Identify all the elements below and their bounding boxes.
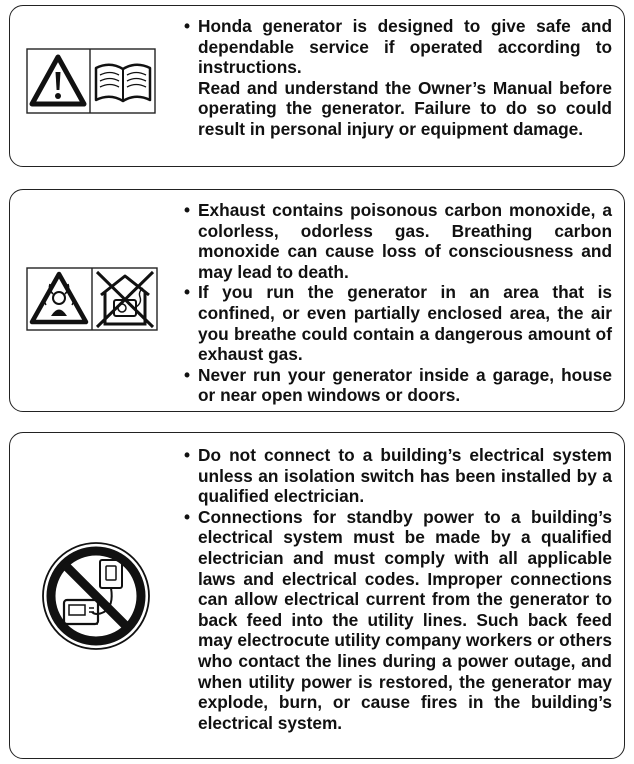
item-text: If you run the generator in an area that is confined, or even partially enclosed area, the air you breathe could contain a dangerous amount of exhaust gas.: [198, 282, 612, 365]
exhaust-warning-panel: [9, 189, 625, 412]
item-text: Honda generator is designed to give safe and dependable service if operated according to instructions.: [198, 16, 612, 78]
list-item: [182, 507, 612, 734]
manual-paragraph: Read and understand the Owner’s Manual before operating the generator. Failure to do so could result in personal injury or equipment damage.: [198, 77, 612, 139]
electrical-connection-warning-panel: [9, 432, 625, 759]
bullet: •: [184, 364, 191, 385]
bullet: •: [184, 506, 191, 527]
list-item: [182, 282, 612, 364]
item-text: Never run your generator inside a garage, house or near open windows or doors.: [198, 364, 612, 406]
no-building-connection-icon: [43, 543, 149, 649]
bullet: •: [184, 282, 191, 303]
item-text: Connections for standby power to a building’s electrical system must be made by a qualified electrician and must comply with all applicable laws and electrical codes. Improper connections can allow electrical current from the generator to back feed into the utility lines. Such back feed may electrocute utility company workers or others who contact the lines during a power outage, and when utility power is restored, the generator may explode, burn, or cause fires in the building’s electrical system.: [198, 506, 612, 733]
wall-outlet-icon: [100, 560, 122, 588]
electrical-warning-icons: [40, 540, 152, 652]
list-item: [182, 200, 612, 282]
no-indoor-operation-icon: [97, 272, 153, 327]
electrical-warning-text: [182, 445, 612, 733]
item-text: Do not connect to a building’s electrical system unless an isolation switch has been installed by a qualified electrician.: [198, 445, 612, 507]
exhaust-warning-text: [182, 200, 612, 406]
bullet: •: [184, 200, 191, 220]
bullet: •: [184, 445, 191, 465]
list-item: [182, 445, 612, 507]
list-item: [182, 16, 612, 78]
item-text: Exhaust contains poisonous carbon monoxide, a colorless, odorless gas. Breathing carbon monoxide can cause loss of consciousness and may lead to death.: [198, 200, 612, 282]
owners-manual-book-icon: [96, 65, 150, 101]
exhaust-warning-icons: [26, 267, 158, 331]
owners-manual-warning-panel: [9, 5, 625, 167]
manual-warning-icons: [26, 48, 156, 114]
manual-warning-text: [182, 16, 612, 140]
toxic-gas-warning-icon: [32, 274, 86, 322]
list-item: [182, 365, 612, 406]
warning-triangle-icon: [32, 57, 84, 104]
bullet: •: [184, 16, 191, 36]
